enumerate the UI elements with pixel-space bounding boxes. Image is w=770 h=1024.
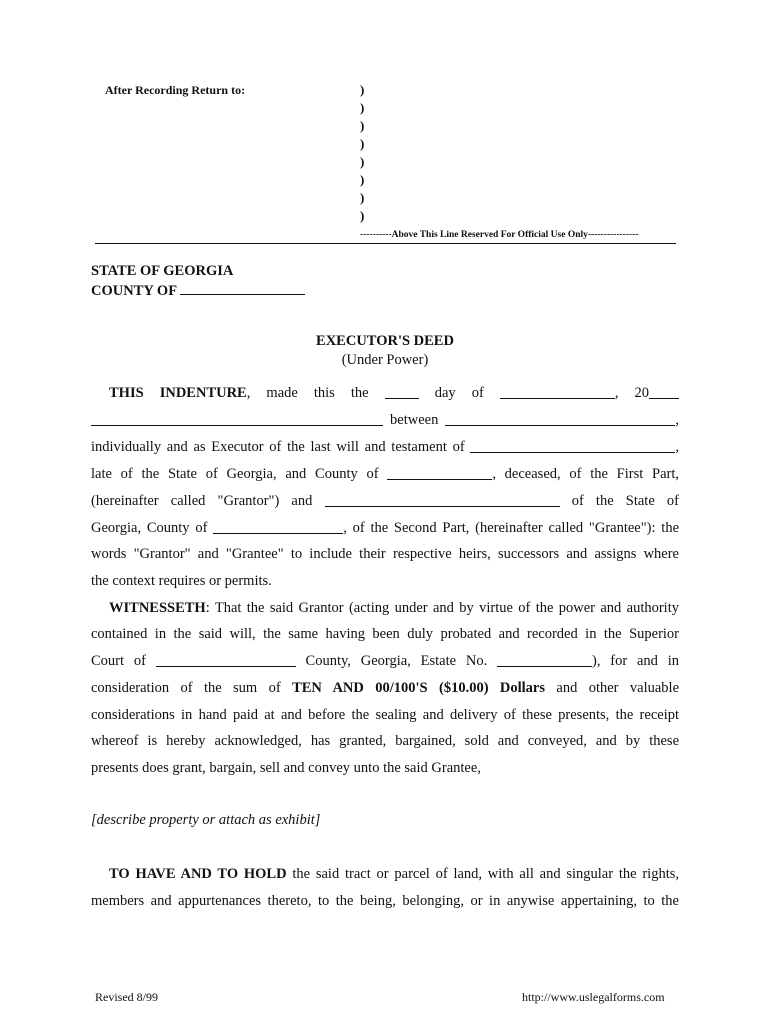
property-description-placeholder: [describe property or attach as exhibit]: [91, 812, 321, 828]
recording-bracket: ): [360, 82, 365, 97]
recording-bracket: ): [360, 100, 365, 115]
return-address-label: After Recording Return to:: [105, 83, 246, 97]
year-blank[interactable]: [649, 384, 679, 399]
body-line: late of the State of Georgia, and County of , deceased, of the First Part,: [91, 466, 679, 482]
body-line: between ,: [91, 410, 679, 430]
estate-number-blank[interactable]: [497, 652, 592, 667]
recording-bracket: ): [360, 208, 365, 223]
probate-county-blank[interactable]: [156, 652, 296, 667]
body-line: THIS INDENTURE, made this the day of , 20: [91, 383, 679, 403]
day-blank[interactable]: [385, 384, 419, 399]
county-heading: COUNTY OF: [91, 282, 305, 300]
body-line: WITNESSETH: That the said Grantor (acting under and by virtue of the power and authority: [109, 600, 679, 616]
body-line: words "Grantor" and "Grantee" to include their respective heirs, successors and assigns where: [91, 546, 679, 562]
body-line: presents does grant, bargain, sell and convey unto the said Grantee,: [91, 760, 481, 776]
month-blank[interactable]: [500, 384, 615, 399]
state-heading: STATE OF GEORGIA: [91, 263, 234, 279]
body-line: consideration of the sum of TEN AND 00/100'S ($10.00) Dollars and other valuable: [91, 680, 680, 696]
body-line: contained in the said will, the same having been duly probated and recorded in the Superior: [91, 626, 679, 642]
executor-name-blank[interactable]: [445, 411, 675, 426]
recording-bracket: ): [360, 136, 365, 151]
grantee-county-blank[interactable]: [213, 519, 343, 534]
deed-title: EXECUTOR'S DEED: [316, 333, 454, 349]
recording-bracket: ): [360, 190, 365, 205]
body-line: considerations in hand paid at and before the sealing and delivery of these presents, the receipt: [91, 707, 679, 723]
body-line: members and appurtenances thereto, to the being, belonging, or in anywise appertaining, to the: [91, 893, 679, 909]
recording-bracket: ): [360, 154, 365, 169]
revision-note: Revised 8/99: [95, 990, 158, 1004]
county-blank[interactable]: [180, 282, 305, 295]
body-line: whereof is hereby acknowledged, has granted, bargained, sold and conveyed, and by these: [91, 733, 679, 749]
recording-bracket: ): [360, 118, 365, 133]
recording-bracket: ): [360, 172, 365, 187]
body-line: Court of County, Georgia, Estate No. ), for and in: [91, 653, 680, 669]
testator-name-blank[interactable]: [470, 438, 675, 453]
grantee-name-blank[interactable]: [325, 492, 560, 507]
source-url: http://www.uslegalforms.com: [522, 990, 665, 1004]
body-line: individually and as Executor of the last will and testament of ,: [91, 439, 679, 455]
grantor-name-blank[interactable]: [91, 411, 383, 426]
body-line: the context requires or permits.: [91, 573, 272, 589]
body-line: TO HAVE AND TO HOLD the said tract or parcel of land, with all and singular the rights,: [109, 866, 680, 882]
deed-subtitle: (Under Power): [341, 352, 429, 368]
deceased-county-blank[interactable]: [387, 465, 492, 480]
body-line: Georgia, County of , of the Second Part, (hereinafter called "Grantee"): the: [91, 520, 680, 536]
official-use-note: ----------Above This Line Reserved For Official Use Only----------------: [360, 230, 639, 240]
official-use-divider: [95, 243, 676, 244]
body-line: (hereinafter called "Grantor") and of the State of: [91, 493, 679, 509]
